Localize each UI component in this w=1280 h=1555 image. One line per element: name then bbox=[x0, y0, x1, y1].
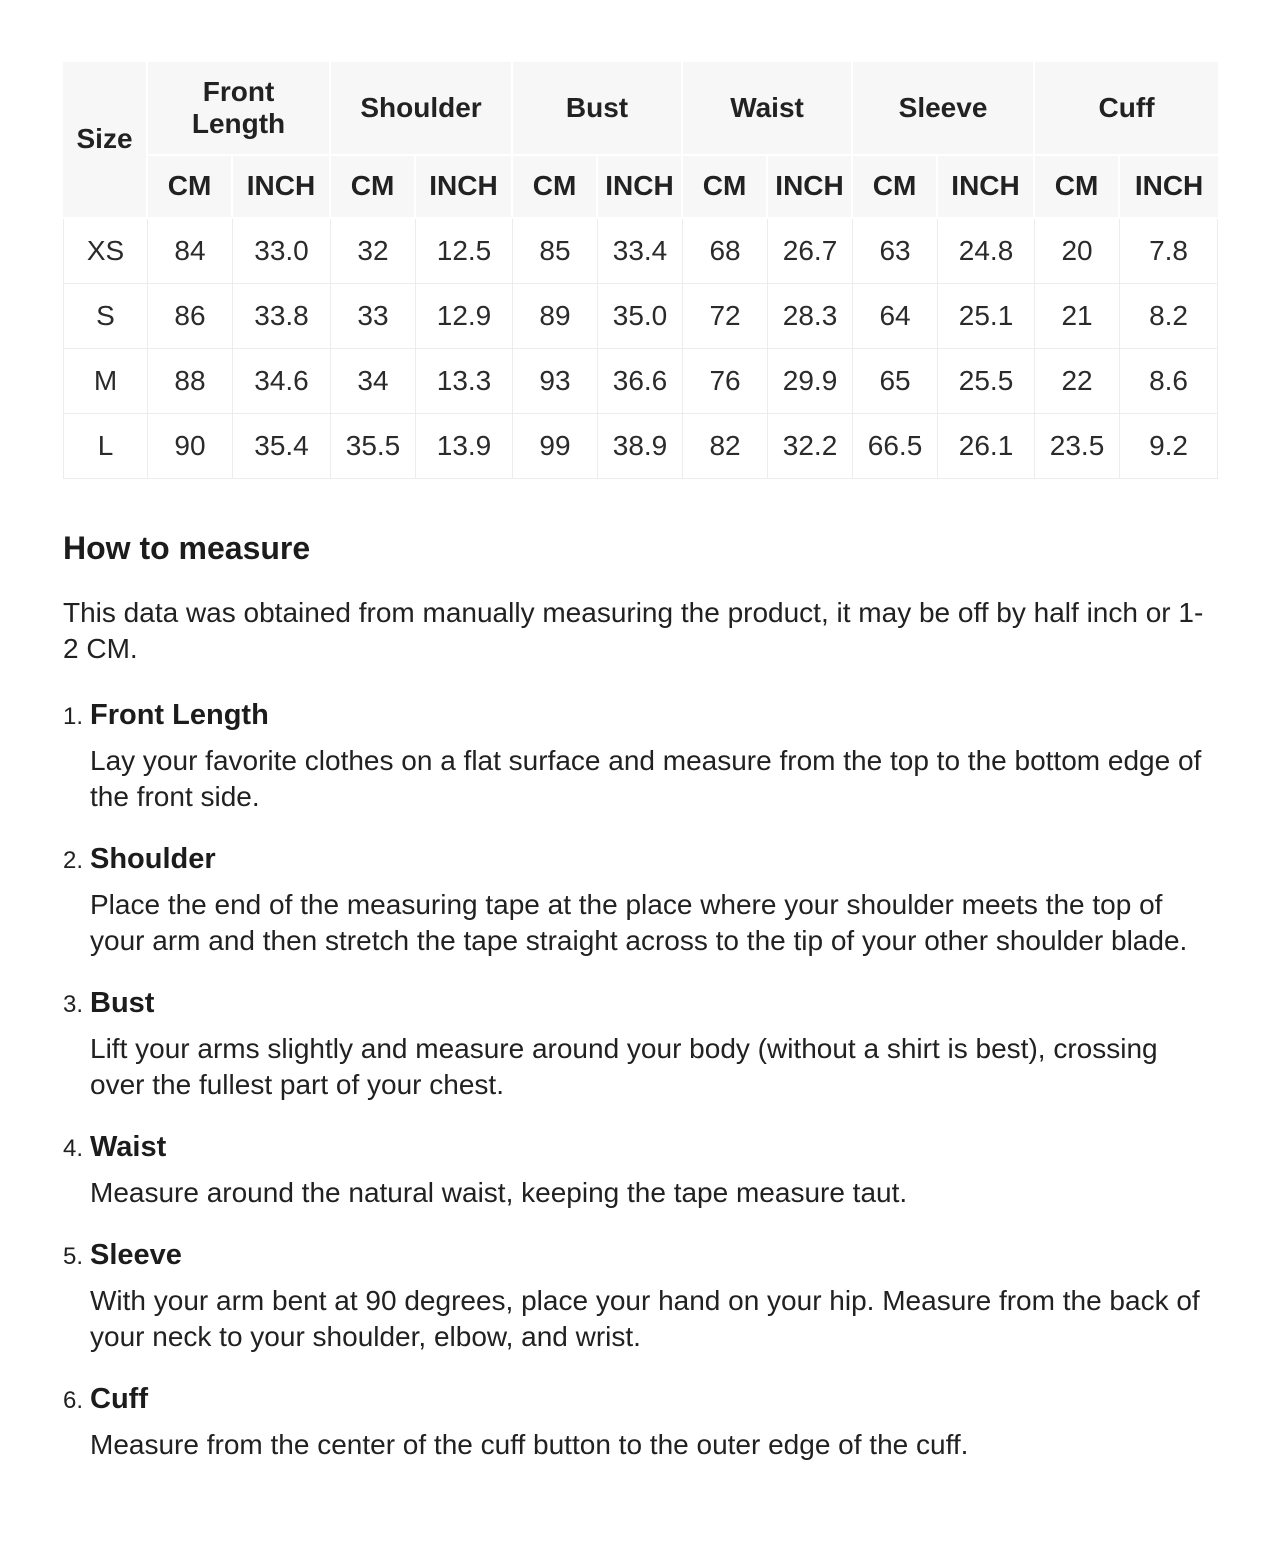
step-description: Measure around the natural waist, keeping the tape measure taut. bbox=[90, 1176, 908, 1208]
table-row-l bbox=[63, 414, 1218, 479]
unit-header-inch: INCH bbox=[233, 156, 331, 218]
step-description: With your arm bent at 90 degrees, place your hand on your hip. Measure from the back of your neck to your shoulder, elbow, and wrist. bbox=[90, 1284, 1200, 1352]
measurement-value: 8.2 bbox=[1120, 284, 1218, 349]
size-label: S bbox=[63, 284, 148, 349]
measurement-value: 82 bbox=[683, 414, 768, 479]
measure-step-front-length bbox=[63, 697, 1218, 815]
measurement-value: 13.9 bbox=[416, 414, 513, 479]
how-to-measure-title: How to measure bbox=[63, 530, 311, 567]
size-label: XS bbox=[63, 219, 148, 284]
step-number: 4. bbox=[63, 1134, 84, 1162]
measurement-value: 63 bbox=[853, 219, 938, 284]
measurement-value: 13.3 bbox=[416, 349, 513, 414]
measurement-value: 38.9 bbox=[598, 414, 683, 479]
measurement-value: 76 bbox=[683, 349, 768, 414]
measurement-value: 8.6 bbox=[1120, 349, 1218, 414]
column-header-front-length: Front Length bbox=[148, 62, 331, 156]
measurement-value: 68 bbox=[683, 219, 768, 284]
size-chart-body bbox=[63, 219, 1218, 480]
measurement-value: 34 bbox=[331, 349, 416, 414]
measurement-value: 33.4 bbox=[598, 219, 683, 284]
column-header-sleeve: Sleeve bbox=[853, 62, 1035, 156]
measurement-value: 9.2 bbox=[1120, 414, 1218, 479]
unit-header-cm: CM bbox=[148, 156, 233, 218]
column-header-bust: Bust bbox=[513, 62, 683, 156]
table-row-m bbox=[63, 349, 1218, 414]
step-header bbox=[63, 697, 1218, 735]
measurement-value: 32 bbox=[331, 219, 416, 284]
measure-step-shoulder bbox=[63, 841, 1218, 959]
size-label: L bbox=[63, 414, 148, 479]
measure-steps-list bbox=[63, 697, 1218, 1463]
measurement-value: 88 bbox=[148, 349, 233, 414]
measurement-value: 22 bbox=[1035, 349, 1120, 414]
table-row-s bbox=[63, 284, 1218, 349]
measurement-value: 99 bbox=[513, 414, 598, 479]
unit-header-cm: CM bbox=[331, 156, 416, 218]
measurement-value: 65 bbox=[853, 349, 938, 414]
measurement-value: 64 bbox=[853, 284, 938, 349]
measurement-value: 33.8 bbox=[233, 284, 331, 349]
unit-header-row bbox=[63, 156, 1218, 218]
measure-disclaimer: This data was obtained from manually measuring the product, it may be off by half inch or 1-2 CM. bbox=[63, 596, 1204, 664]
step-header bbox=[63, 985, 1218, 1023]
measurement-value: 89 bbox=[513, 284, 598, 349]
column-header-shoulder: Shoulder bbox=[331, 62, 513, 156]
measurement-value: 7.8 bbox=[1120, 219, 1218, 284]
measurement-value: 34.6 bbox=[233, 349, 331, 414]
measurement-value: 25.5 bbox=[938, 349, 1035, 414]
measurement-value: 66.5 bbox=[853, 414, 938, 479]
unit-header-inch: INCH bbox=[938, 156, 1035, 218]
measurement-value: 26.1 bbox=[938, 414, 1035, 479]
measure-step-waist bbox=[63, 1129, 1218, 1211]
measurement-header-row bbox=[63, 62, 1218, 156]
measurement-value: 21 bbox=[1035, 284, 1120, 349]
step-number: 6. bbox=[63, 1386, 84, 1414]
column-header-cuff: Cuff bbox=[1035, 62, 1218, 156]
size-chart-table bbox=[63, 62, 1218, 479]
step-header bbox=[63, 1129, 1218, 1167]
measure-step-cuff bbox=[63, 1381, 1218, 1463]
unit-header-inch: INCH bbox=[768, 156, 853, 218]
size-label: M bbox=[63, 349, 148, 414]
step-number: 2. bbox=[63, 846, 84, 874]
measurement-value: 23.5 bbox=[1035, 414, 1120, 479]
step-header bbox=[63, 1381, 1218, 1419]
measurement-value: 29.9 bbox=[768, 349, 853, 414]
step-description: Measure from the center of the cuff button to the outer edge of the cuff. bbox=[90, 1428, 969, 1460]
step-term: Waist bbox=[90, 1130, 167, 1163]
step-term: Shoulder bbox=[90, 842, 216, 875]
measurement-value: 33 bbox=[331, 284, 416, 349]
measurement-value: 35.4 bbox=[233, 414, 331, 479]
measurement-value: 33.0 bbox=[233, 219, 331, 284]
step-header bbox=[63, 841, 1218, 879]
step-term: Bust bbox=[90, 986, 155, 1019]
unit-header-inch: INCH bbox=[1120, 156, 1218, 218]
measurement-value: 36.6 bbox=[598, 349, 683, 414]
measurement-value: 24.8 bbox=[938, 219, 1035, 284]
unit-header-cm: CM bbox=[513, 156, 598, 218]
step-term: Cuff bbox=[90, 1382, 148, 1415]
measurement-value: 28.3 bbox=[768, 284, 853, 349]
measurement-value: 90 bbox=[148, 414, 233, 479]
step-description: Place the end of the measuring tape at the place where your shoulder meets the top of your arm and then stretch the tape straight across to the tip of your other shoulder blade. bbox=[90, 888, 1188, 956]
step-number: 3. bbox=[63, 990, 84, 1018]
measurement-value: 32.2 bbox=[768, 414, 853, 479]
measurement-value: 20 bbox=[1035, 219, 1120, 284]
measurement-value: 12.9 bbox=[416, 284, 513, 349]
step-term: Sleeve bbox=[90, 1238, 182, 1271]
step-term: Front Length bbox=[90, 698, 269, 731]
unit-header-cm: CM bbox=[1035, 156, 1120, 218]
unit-header-inch: INCH bbox=[598, 156, 683, 218]
measurement-value: 26.7 bbox=[768, 219, 853, 284]
step-number: 5. bbox=[63, 1242, 84, 1270]
measure-step-sleeve bbox=[63, 1237, 1218, 1355]
measurement-value: 85 bbox=[513, 219, 598, 284]
unit-header-inch: INCH bbox=[416, 156, 513, 218]
unit-header-cm: CM bbox=[853, 156, 938, 218]
step-header bbox=[63, 1237, 1218, 1275]
measurement-value: 25.1 bbox=[938, 284, 1035, 349]
measurement-value: 84 bbox=[148, 219, 233, 284]
measure-step-bust bbox=[63, 985, 1218, 1103]
step-description: Lift your arms slightly and measure around your body (without a shirt is best), crossing over the fullest part of your chest. bbox=[90, 1032, 1158, 1100]
step-number: 1. bbox=[63, 702, 84, 730]
measurement-value: 35.0 bbox=[598, 284, 683, 349]
step-description: Lay your favorite clothes on a flat surface and measure from the top to the bottom edge of the front side. bbox=[90, 744, 1202, 812]
measurement-value: 72 bbox=[683, 284, 768, 349]
size-chart-header bbox=[63, 62, 1218, 219]
measurement-value: 93 bbox=[513, 349, 598, 414]
measurement-value: 35.5 bbox=[331, 414, 416, 479]
unit-header-cm: CM bbox=[683, 156, 768, 218]
measurement-value: 12.5 bbox=[416, 219, 513, 284]
measurement-value: 86 bbox=[148, 284, 233, 349]
column-header-waist: Waist bbox=[683, 62, 853, 156]
column-header-size: Size bbox=[63, 62, 148, 219]
table-row-xs bbox=[63, 219, 1218, 284]
